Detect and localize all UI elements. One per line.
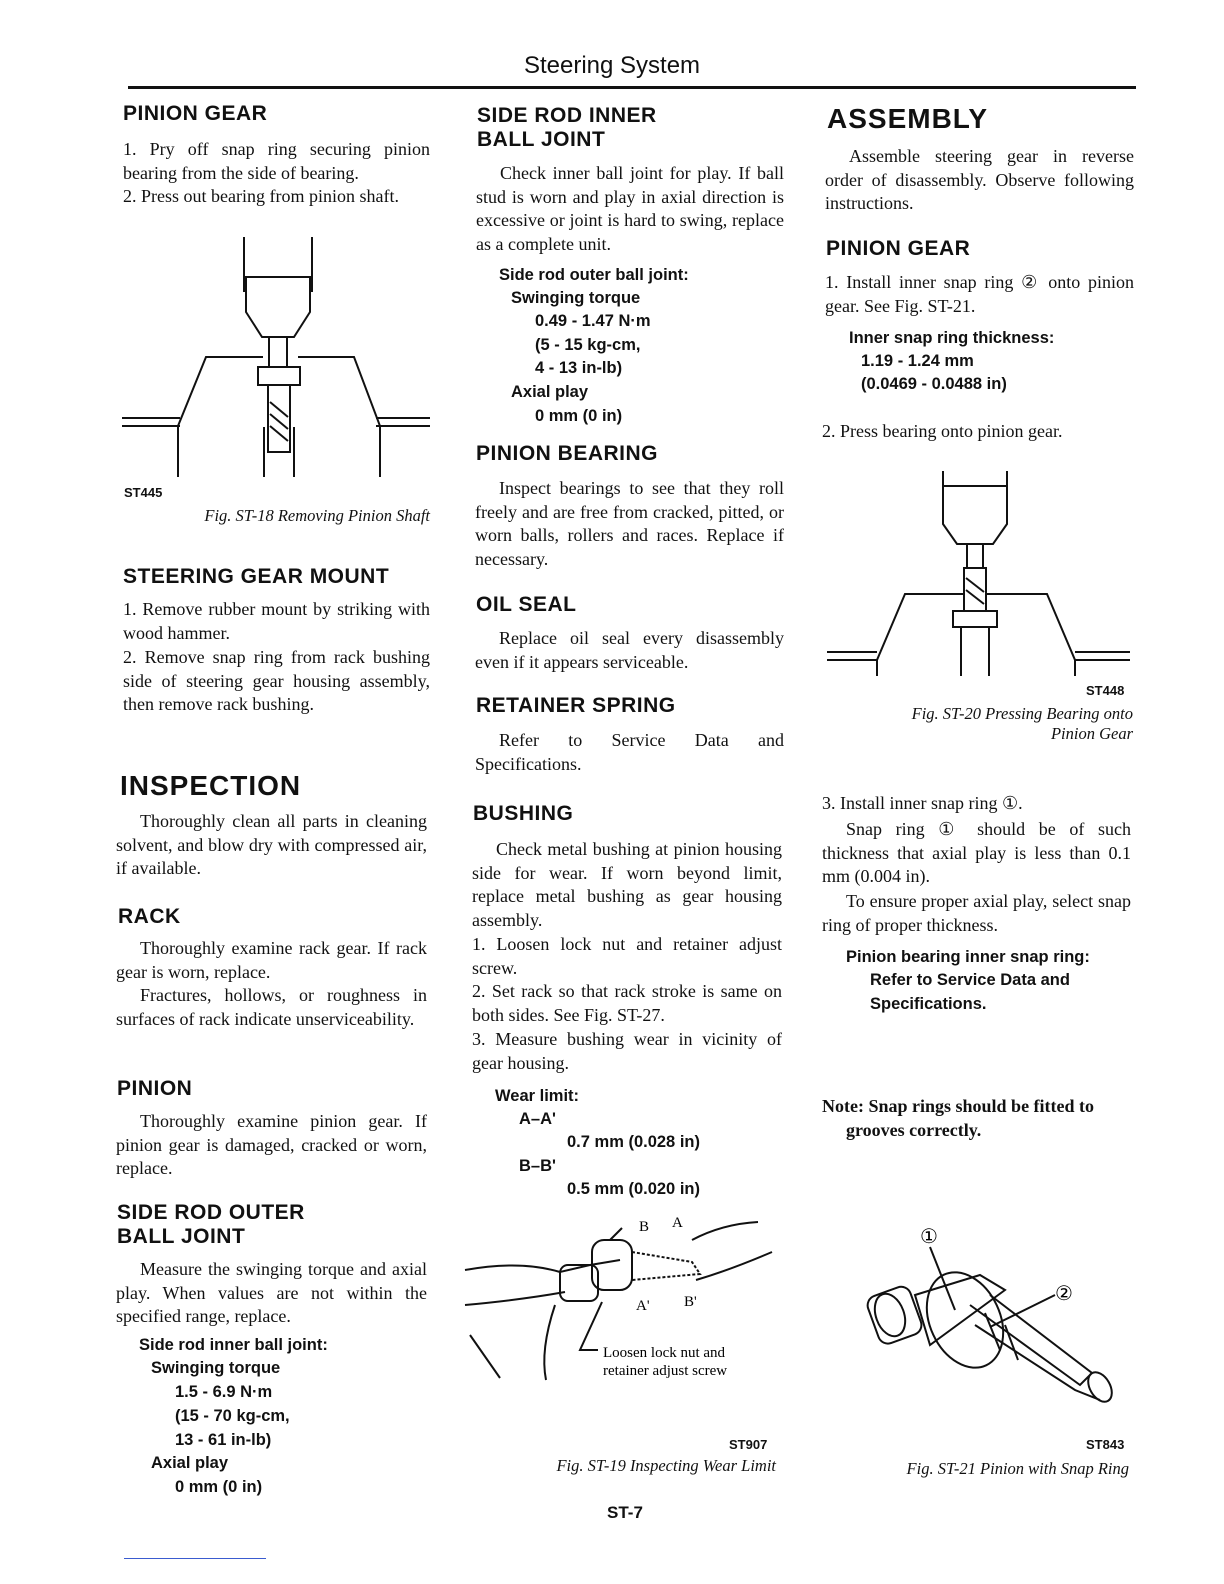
wear-aa-value: 0.7 mm (0.028 in): [567, 1133, 700, 1151]
heading-inspection: INSPECTION: [120, 770, 302, 801]
fig-note-line2: retainer adjust screw: [603, 1363, 728, 1379]
outer-torque-inlb: 13 - 61 in-lb): [175, 1431, 272, 1449]
inner-torque-kgcm: (5 - 15 kg-cm,: [535, 336, 641, 354]
fig-label-b-prime: B': [684, 1294, 697, 1310]
axial-play-text: To ensure proper axial play, select snap ring of proper thickness.: [822, 891, 1131, 935]
bushing-text: Check metal bushing at pinion housing side for wear. If worn beyond limit, replace metal bushing as gear housing assembly.: [472, 839, 782, 930]
heading-pinion-bearing: PINION BEARING: [476, 442, 659, 465]
heading-pinion-gear-assembly: PINION GEAR: [826, 237, 971, 260]
footer-rule: [124, 1558, 266, 1559]
figure-caption-st21: Fig. ST-21 Pinion with Snap Ring: [906, 1459, 1129, 1478]
rack-text-1: Thoroughly examine rack gear. If rack gear is worn, replace.: [116, 938, 427, 982]
outer-torque-nm: 1.5 - 6.9 N·m: [175, 1383, 273, 1401]
inner-axial-value: 0 mm (0 in): [535, 407, 623, 425]
inner-spec-title: Side rod outer ball joint:: [499, 266, 689, 284]
inner-snap-ring-spec-title: Inner snap ring thickness:: [849, 329, 1055, 347]
pinion-snap-ring-spec-line2: Specifications.: [870, 995, 987, 1013]
fig-label-a-prime: A': [636, 1298, 650, 1314]
wear-bb-label: B–B': [519, 1157, 556, 1175]
figure-caption-st19: Fig. ST-19 Inspecting Wear Limit: [556, 1456, 776, 1475]
note-snap-rings: Note: Snap rings should be fitted to grooves correctly.: [822, 1096, 1095, 1140]
heading-rack: RACK: [118, 905, 181, 928]
heading-side-rod-outer-ball-joint: SIDE ROD OUTER BALL JOINT: [117, 1201, 305, 1248]
wear-limit-title: Wear limit:: [495, 1087, 580, 1105]
figure-inspecting-wear-limit: [460, 1210, 780, 1390]
pinion-snap-ring-spec-line1: Refer to Service Data and: [870, 971, 1070, 989]
oil-seal-text: Replace oil seal every disassembly even if it appears serviceable.: [475, 628, 784, 672]
figure-caption-st18: Fig. ST-18 Removing Pinion Shaft: [204, 506, 430, 525]
figure-code-st907: ST907: [729, 1437, 768, 1452]
figure-removing-pinion-shaft: [118, 232, 433, 482]
step-measure-bushing: 3. Measure bushing wear in vicinity of gear housing.: [472, 1029, 782, 1073]
pinion-bearing-text: Inspect bearings to see that they roll freely and are free from cracked, pitted, or worn balls, rollers and races. Replace if necessary.: [475, 478, 784, 569]
step-remove-snap-ring: 2. Remove snap ring from rack bushing side of steering gear housing assembly, then remove rack bushing.: [123, 647, 430, 714]
fig-note-line1: Loosen lock nut and: [603, 1345, 726, 1361]
pinion-snap-ring-spec-title: Pinion bearing inner snap ring:: [846, 948, 1090, 966]
heading-side-rod-inner-ball-joint: SIDE ROD INNER BALL JOINT: [477, 104, 657, 151]
step-remove-rubber-mount: 1. Remove rubber mount by striking with wood hammer.: [123, 599, 430, 643]
inspection-text: Thoroughly clean all parts in cleaning solvent, and blow dry with compressed air, if available.: [116, 811, 427, 878]
rack-text-2: Fractures, hollows, or roughness in surfaces of rack indicate unserviceability.: [116, 985, 427, 1029]
heading-steering-gear-mount: STEERING GEAR MOUNT: [123, 565, 390, 588]
outer-torque-label: Swinging torque: [151, 1359, 281, 1377]
figure-code-st843: ST843: [1086, 1437, 1125, 1452]
figure-pinion-with-snap-ring: [860, 1215, 1120, 1415]
header-rule: [128, 86, 1136, 89]
step-pry-snap-ring: 1. Pry off snap ring securing pinion bearing from the side of bearing.: [123, 139, 430, 183]
step-install-inner-snap-ring-1: 3. Install inner snap ring ①.: [822, 793, 1023, 813]
figure-code-st445: ST445: [124, 485, 163, 500]
outer-axial-label: Axial play: [151, 1454, 229, 1472]
step-press-bearing: 2. Press out bearing from pinion shaft.: [123, 186, 399, 206]
heading-pinion: PINION: [117, 1077, 193, 1100]
fig-label-a: A: [672, 1215, 683, 1231]
retainer-text: Refer to Service Data and Specifications.: [475, 730, 784, 774]
wear-bb-value: 0.5 mm (0.020 in): [567, 1180, 700, 1198]
heading-assembly: ASSEMBLY: [827, 103, 989, 134]
inner-torque-label: Swinging torque: [511, 289, 641, 307]
step-install-inner-snap-ring-2: 1. Install inner snap ring ② onto pinion gear. See Fig. ST-21.: [825, 272, 1134, 316]
fig-label-snap-ring-2: ②: [1055, 1281, 1073, 1305]
inner-torque-nm: 0.49 - 1.47 N·m: [535, 312, 651, 330]
pinion-text: Thoroughly examine pinion gear. If pinion gear is damaged, cracked or worn, replace.: [116, 1111, 427, 1178]
inner-snap-ring-mm: 1.19 - 1.24 mm: [861, 352, 974, 370]
snap-ring-thickness-text: Snap ring ① should be of such thickness that axial play is less than 0.1 mm (0.004 in).: [822, 819, 1131, 886]
step-press-bearing-onto-pinion: 2. Press bearing onto pinion gear.: [822, 421, 1063, 441]
heading-oil-seal: OIL SEAL: [476, 593, 577, 616]
fig-label-snap-ring-1: ①: [920, 1224, 938, 1248]
outer-spec-title: Side rod inner ball joint:: [139, 1336, 328, 1354]
heading-retainer-spring: RETAINER SPRING: [476, 694, 676, 717]
page-number: ST-7: [607, 1503, 643, 1522]
heading-bushing: BUSHING: [473, 802, 574, 825]
assembly-text: Assemble steering gear in reverse order of disassembly. Observe following instructions.: [825, 146, 1134, 213]
page-header-title: Steering System: [523, 52, 701, 79]
figure-caption-st20: Fig. ST-20 Pressing Bearing onto Pinion Gear: [911, 704, 1133, 743]
inner-snap-ring-in: (0.0469 - 0.0488 in): [861, 375, 1007, 393]
inner-joint-text: Check inner ball joint for play. If ball stud is worn and play in axial direction is excessive or joint is hard to swing, replace as a complete unit.: [476, 163, 784, 254]
outer-joint-text: Measure the swinging torque and axial play. When values are not within the specified range, replace.: [116, 1259, 427, 1326]
step-loosen-lock-nut: 1. Loosen lock nut and retainer adjust screw.: [472, 934, 782, 978]
inner-axial-label: Axial play: [511, 383, 589, 401]
inner-torque-inlb: 4 - 13 in-lb): [535, 359, 623, 377]
step-set-rack: 2. Set rack so that rack stroke is same on both sides. See Fig. ST-27.: [472, 981, 782, 1025]
fig-label-b: B: [639, 1219, 650, 1235]
outer-torque-kgcm: (15 - 70 kg-cm,: [175, 1407, 290, 1425]
heading-pinion-gear-removal: PINION GEAR: [123, 102, 268, 125]
wear-aa-label: A–A': [519, 1110, 556, 1128]
figure-pressing-bearing: [825, 466, 1135, 681]
outer-axial-value: 0 mm (0 in): [175, 1478, 263, 1496]
figure-code-st448: ST448: [1086, 683, 1125, 698]
